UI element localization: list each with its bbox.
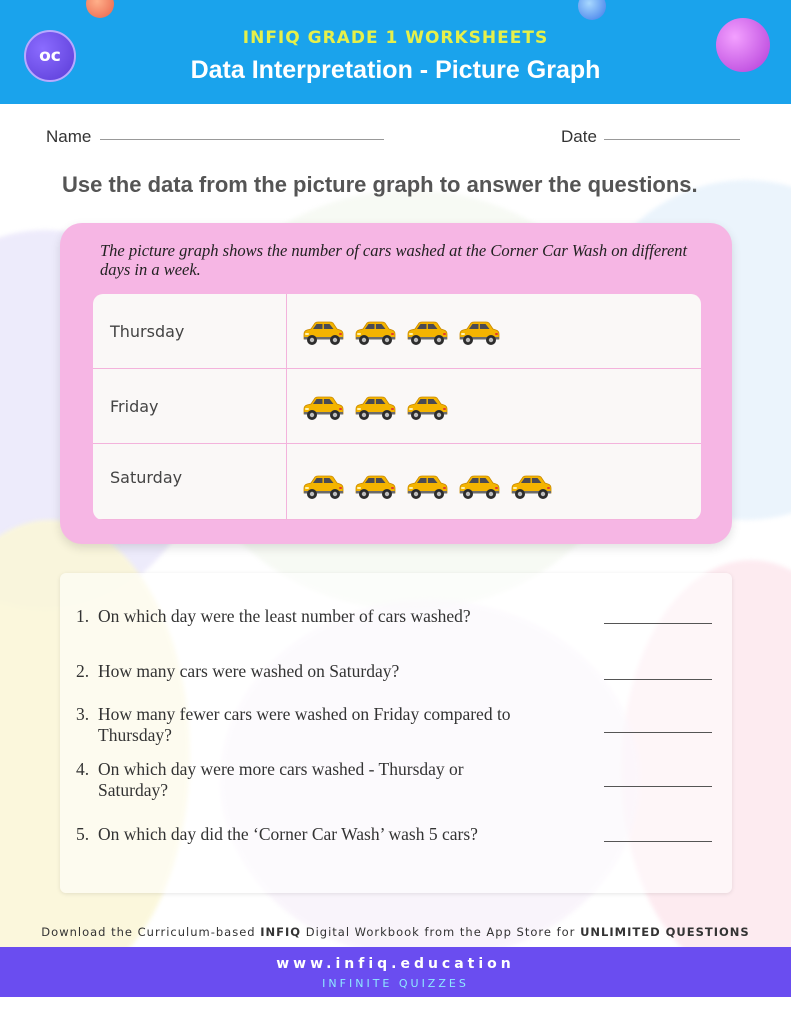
question-number: 4.: [76, 759, 90, 779]
page-footer: [0, 947, 791, 997]
footer-tagline: INFINITE QUIZZES: [322, 977, 469, 990]
question-5: [76, 824, 576, 845]
question-text: How many fewer cars were washed on Friday compared to Thursday?: [98, 704, 511, 745]
car-icon: [300, 394, 346, 422]
instruction-heading: Use the data from the picture graph to answer the questions.: [62, 172, 698, 197]
graph-row-thursday: [93, 294, 701, 369]
row-label: Saturday: [110, 468, 183, 487]
download-text: Digital Workbook from the App Store for: [301, 925, 581, 939]
name-field[interactable]: [100, 139, 384, 140]
question-text: On which day were the least number of cars washed?: [98, 606, 471, 626]
answer-line-2[interactable]: [604, 679, 712, 680]
question-number: 3.: [76, 704, 90, 724]
date-label: Date: [561, 127, 597, 146]
question-text: On which day did the ‘Corner Car Wash’ wash 5 cars?: [98, 824, 478, 844]
question-1: [76, 606, 576, 627]
question-4: [76, 759, 516, 801]
car-icons: [300, 394, 450, 422]
graph-row-friday: [93, 369, 701, 444]
name-label: Name: [46, 127, 92, 146]
footer-url[interactable]: www.infiq.education: [276, 956, 515, 972]
question-text: How many cars were washed on Saturday?: [98, 661, 400, 681]
question-number: 5.: [76, 824, 90, 844]
car-icon: [352, 319, 398, 347]
question-number: 2.: [76, 661, 90, 681]
row-label: Friday: [110, 397, 159, 416]
picture-graph-table: [93, 294, 701, 520]
car-icons: [300, 473, 554, 501]
answer-line-4[interactable]: [604, 786, 712, 787]
car-icon: [456, 319, 502, 347]
car-icon: [404, 319, 450, 347]
graph-description: The picture graph shows the number of cars washed at the Corner Car Wash on different days in a week.: [100, 241, 688, 279]
page-title: Data Interpretation - Picture Graph: [190, 56, 601, 84]
date-field[interactable]: [604, 139, 740, 140]
row-label: Thursday: [110, 322, 185, 341]
questions-card: [60, 573, 732, 893]
car-icon: [300, 319, 346, 347]
question-3: [76, 704, 546, 746]
car-icon: [352, 473, 398, 501]
download-brand: INFIQ: [260, 925, 302, 939]
car-icon: [404, 394, 450, 422]
download-emphasis: UNLIMITED QUESTIONS: [580, 925, 750, 939]
question-number: 1.: [76, 606, 90, 626]
answer-line-5[interactable]: [604, 841, 712, 842]
car-icon: [404, 473, 450, 501]
logo-text: oc: [39, 46, 61, 66]
answer-line-3[interactable]: [604, 732, 712, 733]
question-text: On which day were more cars washed - Thursday or Saturday?: [98, 759, 464, 800]
decorative-ball-icon: [86, 0, 114, 18]
answer-line-1[interactable]: [604, 623, 712, 624]
download-banner: [0, 925, 791, 939]
column-divider: [286, 294, 287, 520]
graph-row-saturday: [93, 444, 701, 520]
worksheet-series: INFIQ GRADE 1 WORKSHEETS: [242, 28, 549, 48]
car-icons: [300, 319, 502, 347]
page-header: [0, 0, 791, 104]
question-2: [76, 661, 576, 682]
download-text: Download the Curriculum-based: [41, 925, 261, 939]
car-icon: [508, 473, 554, 501]
car-icon: [456, 473, 502, 501]
car-icon: [300, 473, 346, 501]
picture-graph-card: [60, 223, 732, 544]
decorative-ball-icon: [578, 0, 606, 20]
car-icon: [352, 394, 398, 422]
